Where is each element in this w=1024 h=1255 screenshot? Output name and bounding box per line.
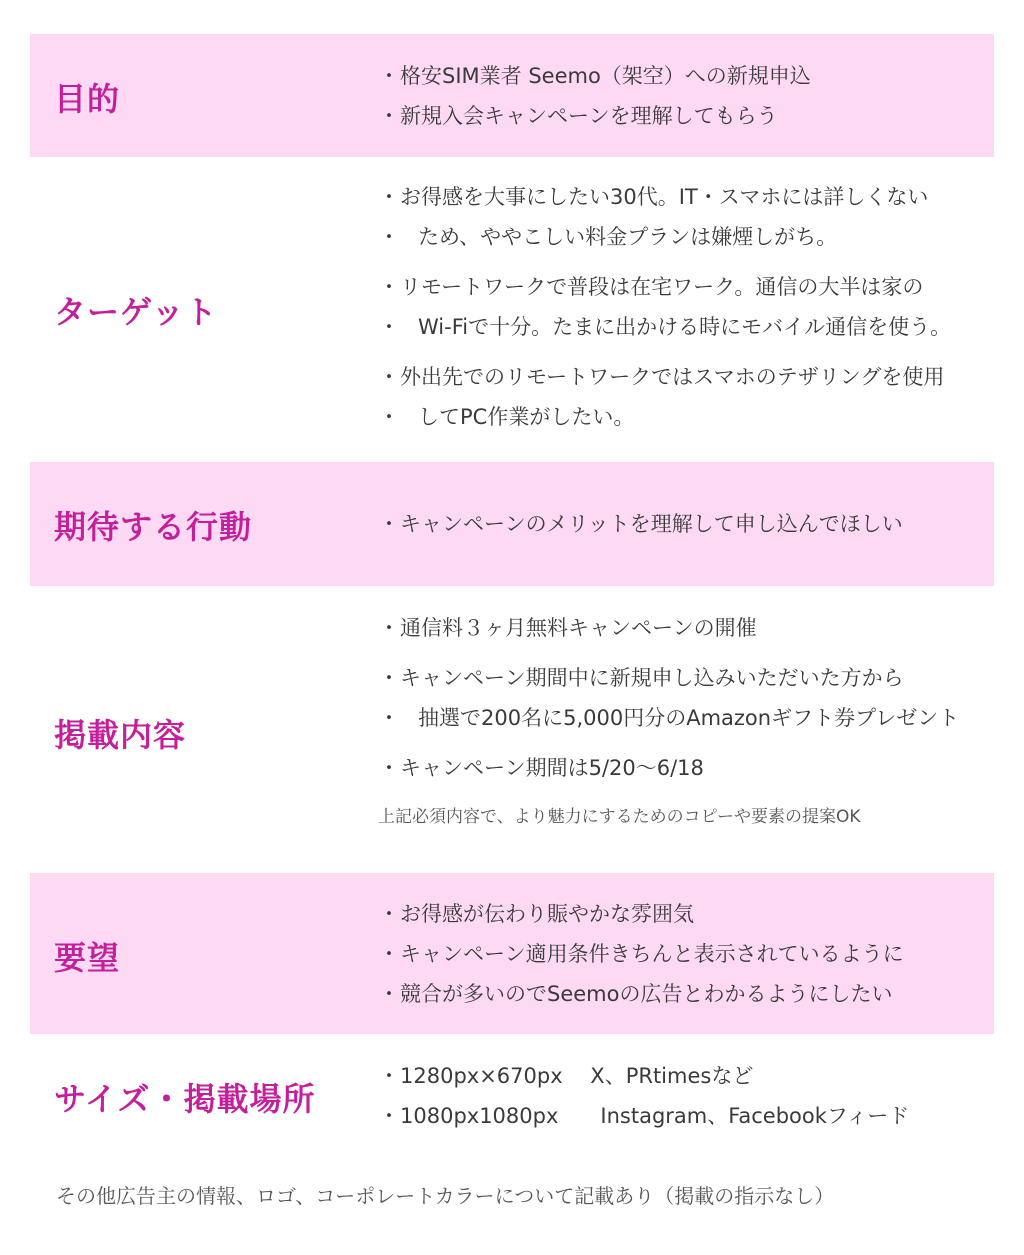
list-item-continued: ・ Wi-Fiで十分。たまに出かける時にモバイル通信を使う。: [378, 307, 994, 347]
section-items-expected-action: [378, 504, 994, 544]
list-item: ・ 1080px1080px Instagram、Facebookフィード: [378, 1096, 994, 1136]
section-content: [30, 586, 994, 873]
list-item: ・ 1280px×670px X、PRtimesなど: [378, 1056, 994, 1096]
list-item: ・ キャンペーンのメリットを理解して申し込んでほしい: [378, 504, 994, 544]
list-item: ・ リモートワークで普段は在宅ワーク。通信の大半は家の: [378, 267, 994, 307]
list-item: ・ お得感を大事にしたい30代。IT・スマホには詳しくない: [378, 177, 994, 217]
section-label-size-placement: サイズ・掲載場所: [54, 1080, 316, 1118]
list-item: ・ 外出先でのリモートワークではスマホのテザリングを使用: [378, 357, 994, 397]
section-items-target: [378, 177, 994, 437]
content-note: 上記必須内容で、より魅力にするためのコピーや要素の提案OK: [378, 807, 861, 827]
section-label-expected-action: 期待する行動: [54, 508, 253, 546]
list-item-continued: ・ 抽選で200名に5,000円分のAmazonギフト券プレゼント: [378, 698, 994, 738]
list-item-continued: ・ ため、ややこしい料金プランは嫌煙しがち。: [378, 217, 994, 257]
list-item: ・ 通信料３ヶ月無料キャンペーンの開催: [378, 608, 994, 648]
section-size-placement: [30, 1034, 994, 1154]
list-item: ・ キャンペーン期間中に新規申し込みいただいた方から: [378, 658, 994, 698]
footer-note: その他広告主の情報、ロゴ、コーポレートカラーについて記載あり（掲載の指示なし）: [56, 1184, 835, 1208]
section-requests: [30, 873, 994, 1034]
list-item: ・ 格安SIM業者 Seemo（架空）への新規申込: [378, 56, 994, 96]
list-item: ・ キャンペーン期間は5/20〜6/18: [378, 748, 994, 788]
list-item: ・ キャンペーン適用条件きちんと表示されているように: [378, 934, 994, 974]
section-purpose: [30, 34, 994, 157]
section-items-content: [378, 608, 994, 827]
list-item: ・ 新規入会キャンペーンを理解してもらう: [378, 96, 994, 136]
section-items-purpose: [378, 56, 994, 136]
section-items-requests: [378, 894, 994, 1014]
list-item-continued: ・ してPC作業がしたい。: [378, 397, 994, 437]
section-label-target: ターゲット: [54, 293, 218, 331]
section-target: [30, 157, 994, 462]
section-items-size-placement: [378, 1056, 994, 1136]
list-item: ・ 競合が多いのでSeemoの広告とわかるようにしたい: [378, 974, 994, 1014]
section-label-purpose: 目的: [54, 80, 121, 118]
list-item: ・ お得感が伝わり賑やかな雰囲気: [378, 894, 994, 934]
section-label-content: 掲載内容: [54, 716, 187, 754]
section-label-requests: 要望: [54, 939, 121, 977]
section-expected-action: [30, 462, 994, 586]
